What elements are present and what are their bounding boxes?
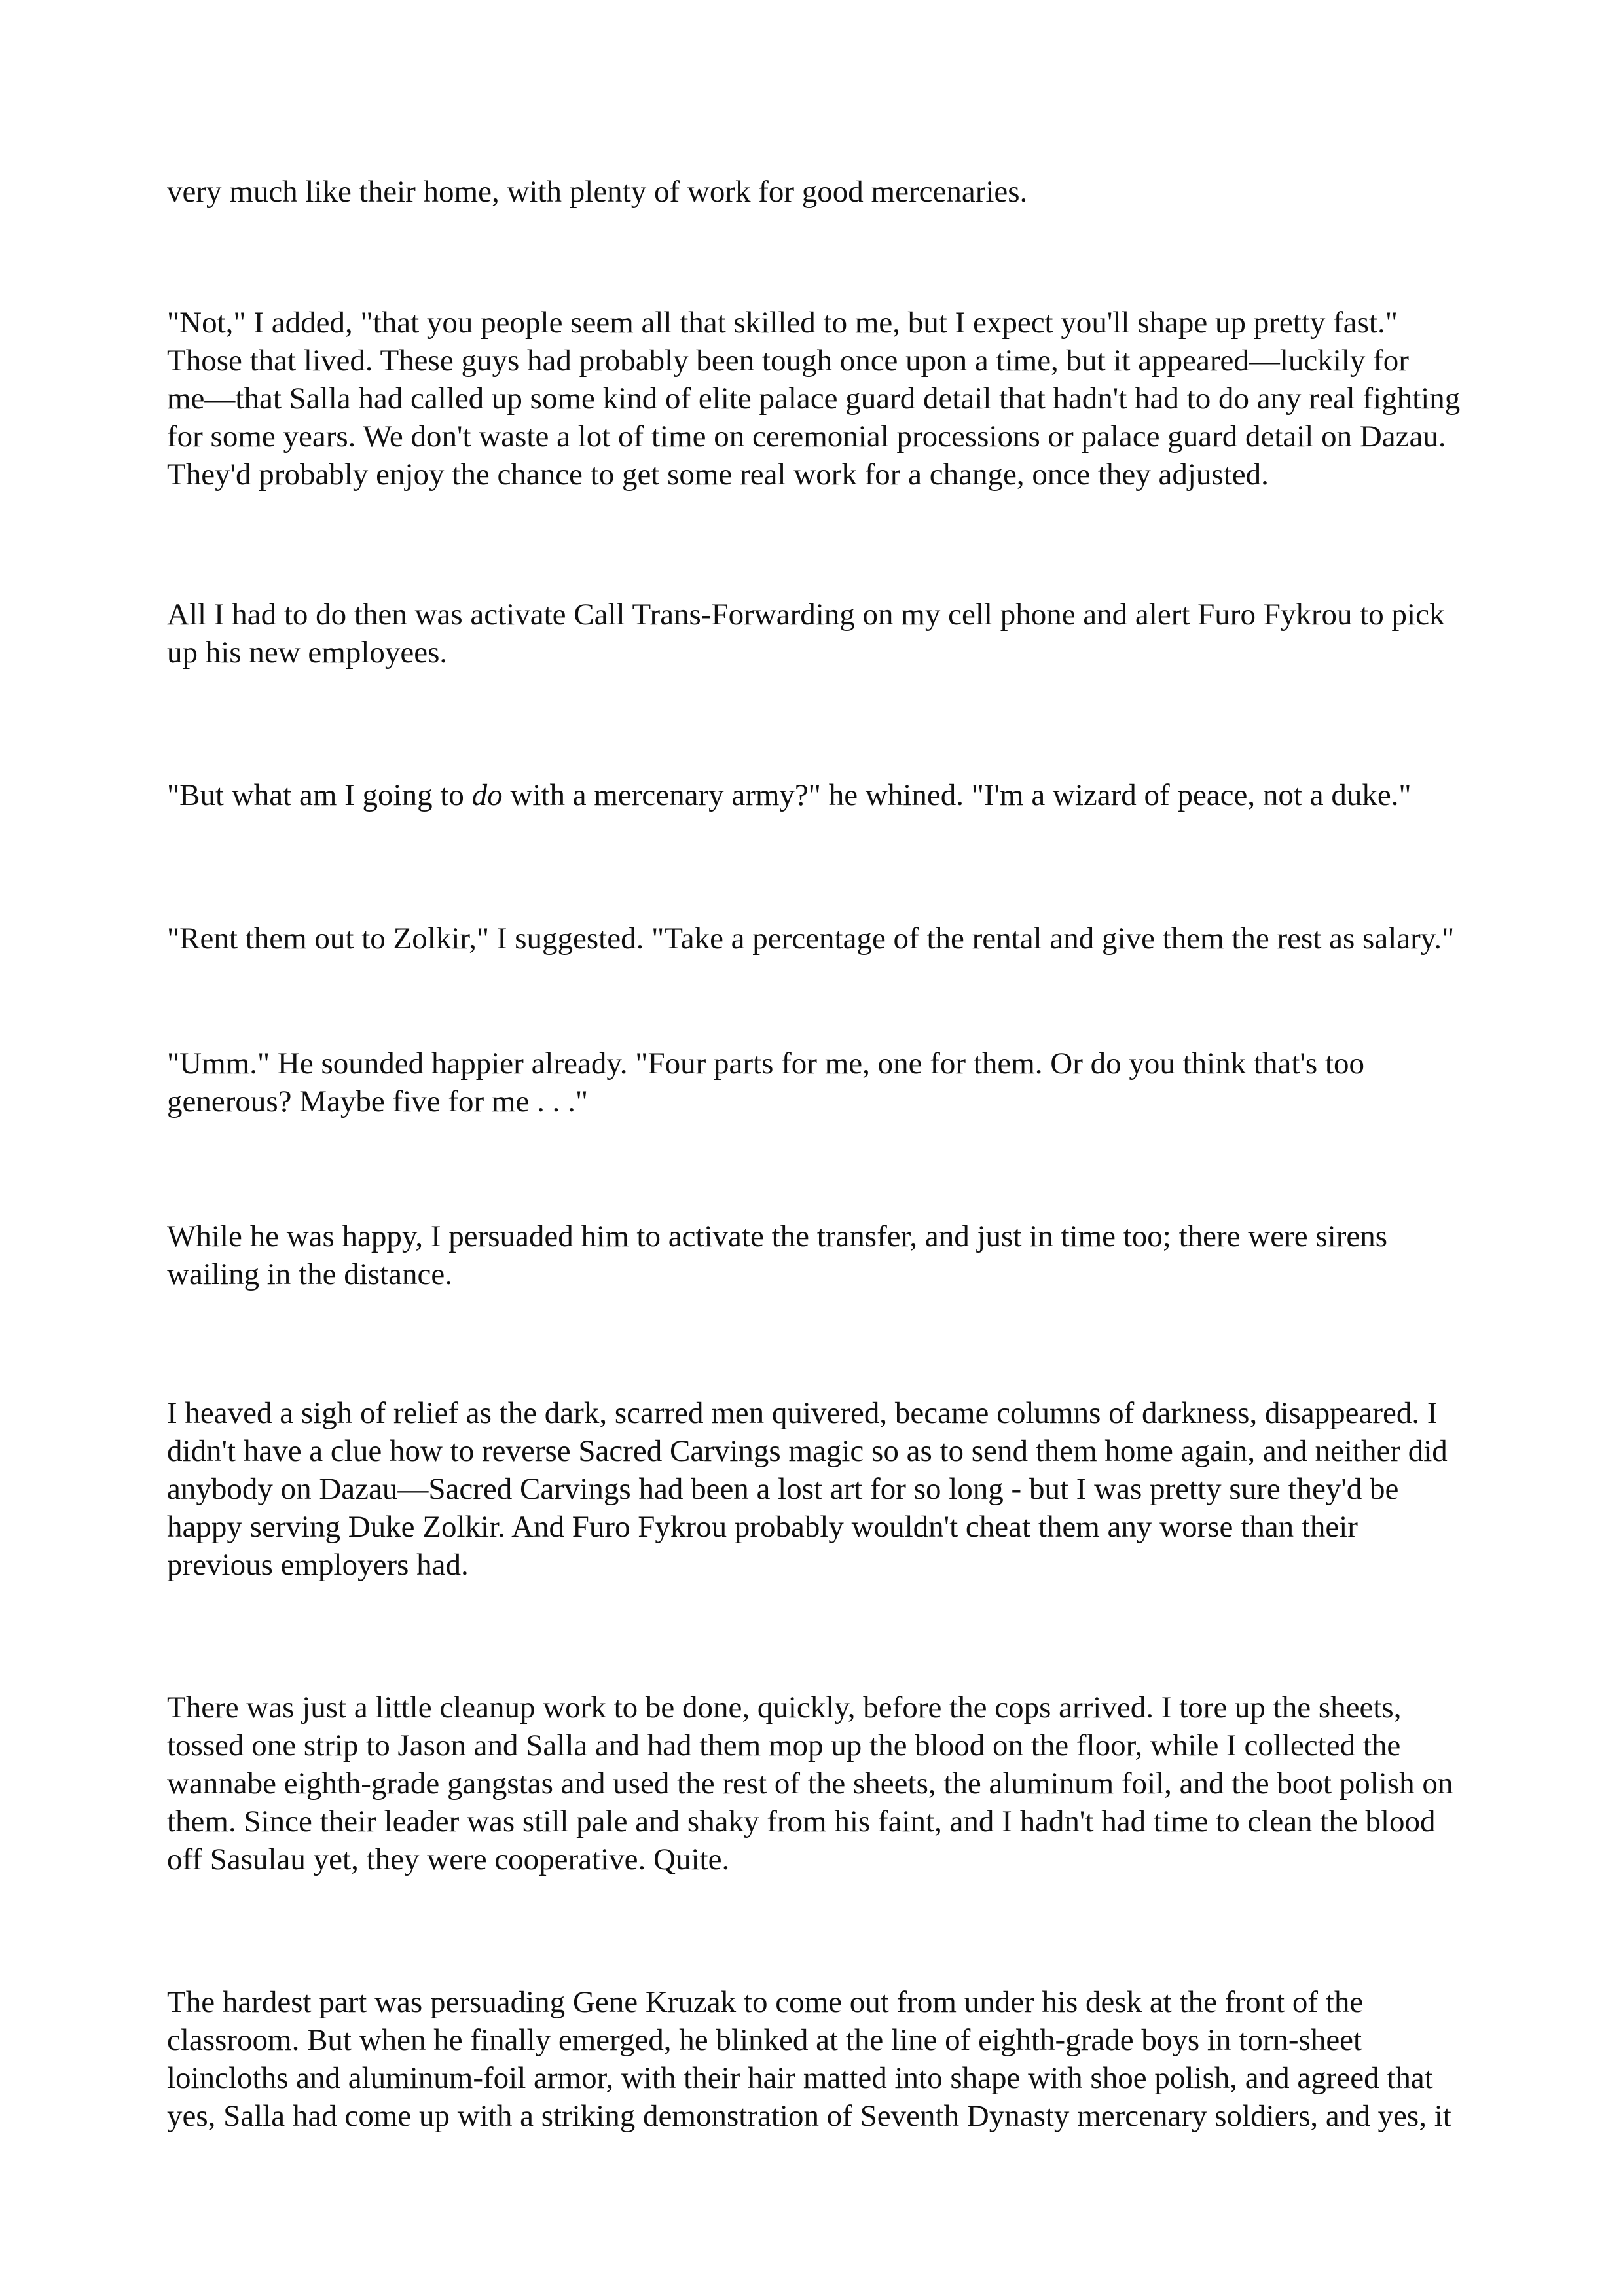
text-line: for some years. We don't waste a lot of time on ceremonial processions or palace guard detail on Dazau. (167, 420, 1446, 454)
text-line: wailing in the distance. (167, 1257, 452, 1291)
emphasis-text: do (471, 778, 503, 812)
paragraph-10 (167, 1983, 1476, 2135)
text-line: classroom. But when he finally emerged, he blinked at the line of eighth-grade boys in torn-sheet (167, 2023, 1362, 2057)
paragraph-1 (167, 173, 1476, 211)
text-line: off Sasulau yet, they were cooperative. Quite. (167, 1842, 730, 1876)
paragraph-5 (167, 920, 1476, 958)
text-line: Those that lived. These guys had probably been tough once upon a time, but it appeared—luckily for (167, 344, 1409, 378)
text-line: generous? Maybe five for me . . ." (167, 1085, 589, 1119)
text-line: very much like their home, with plenty of work for good mercenaries. (167, 175, 1028, 209)
paragraph-3 (167, 596, 1476, 672)
text-line: While he was happy, I persuaded him to activate the transfer, and just in time too; there were sirens (167, 1219, 1388, 1253)
text-line: The hardest part was persuading Gene Kruzak to come out from under his desk at the front of the (167, 1985, 1364, 2019)
text-line: yes, Salla had come up with a striking demonstration of Seventh Dynasty mercenary soldiers, and yes, it (167, 2099, 1451, 2133)
text-segment: "But what am I going to (167, 778, 472, 812)
text-line: me—that Salla had called up some kind of elite palace guard detail that hadn't had to do any real fighting (167, 382, 1461, 416)
paragraph-4 (167, 776, 1476, 814)
text-line: All I had to do then was activate Call Trans-Forwarding on my cell phone and alert Furo Fykrou to pick (167, 598, 1445, 632)
text-line: loincloths and aluminum-foil armor, with their hair matted into shape with shoe polish, and agreed that (167, 2061, 1433, 2095)
text-line: didn't have a clue how to reverse Sacred Carvings magic so as to send them home again, and neither did (167, 1434, 1448, 1468)
paragraph-7 (167, 1217, 1476, 1293)
text-line: I heaved a sigh of relief as the dark, scarred men quivered, became columns of darkness, disappeared. I (167, 1396, 1438, 1430)
text-line: up his new employees. (167, 636, 448, 670)
text-line: wannabe eighth-grade gangstas and used the rest of the sheets, the aluminum foil, and the boot polish on (167, 1767, 1453, 1801)
text-line: happy serving Duke Zolkir. And Furo Fykrou probably wouldn't cheat them any worse than their (167, 1510, 1358, 1544)
paragraph-6 (167, 1045, 1476, 1121)
paragraph-8 (167, 1394, 1476, 1584)
paragraph-2 (167, 304, 1476, 493)
text-line: "Umm." He sounded happier already. "Four parts for me, one for them. Or do you think that's too (167, 1047, 1365, 1081)
text-line: anybody on Dazau—Sacred Carvings had been a lost art for so long - but I was pretty sure they'd be (167, 1472, 1399, 1506)
text-segment: with a mercenary army?" he whined. "I'm a wizard of peace, not a duke." (502, 778, 1412, 812)
text-line: They'd probably enjoy the chance to get some real work for a change, once they adjusted. (167, 457, 1269, 492)
text-line: them. Since their leader was still pale and shaky from his faint, and I hadn't had time to clean the blood (167, 1804, 1436, 1839)
text-line (167, 776, 1476, 814)
text-line: tossed one strip to Jason and Salla and had them mop up the blood on the floor, while I collected the (167, 1729, 1401, 1763)
text-line: previous employers had. (167, 1548, 469, 1582)
paragraph-9 (167, 1689, 1476, 1878)
text-line: "Rent them out to Zolkir," I suggested. "Take a percentage of the rental and give them the rest as salary." (167, 922, 1455, 956)
text-line: "Not," I added, "that you people seem all that skilled to me, but I expect you'll shape up pretty fast." (167, 306, 1398, 340)
text-line: There was just a little cleanup work to be done, quickly, before the cops arrived. I tore up the sheets, (167, 1691, 1402, 1725)
